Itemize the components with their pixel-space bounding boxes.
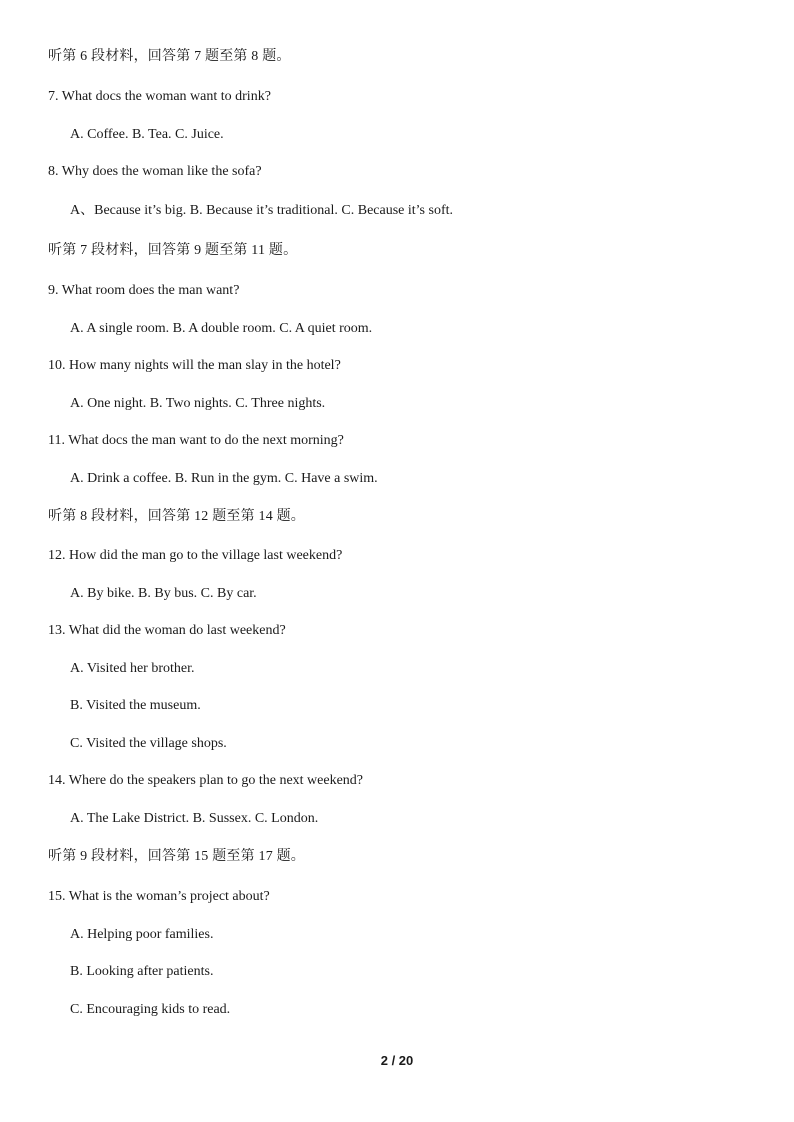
page-number: 2 / 20 (380, 1053, 414, 1068)
question-12-options: A. By bike. B. By bus. C. By car. (70, 586, 257, 601)
question-13: 13. What did the woman do last weekend? (48, 623, 286, 638)
question-15-option-c: C. Encouraging kids to read. (70, 1002, 231, 1017)
section-instruction-7: 听第 7 段材料，回答第 9 题至第 11 题。 (48, 243, 298, 258)
section-instruction-8: 听第 8 段材料，回答第 12 题至第 14 题。 (48, 509, 305, 524)
question-8: 8. Why does the woman like the sofa? (48, 164, 262, 179)
section-instruction-6: 听第 6 段材料，回答第 7 题至第 8 题。 (48, 49, 291, 64)
question-13-option-a: A. Visited her brother. (70, 661, 195, 676)
question-9-options: A. A single room. B. A double room. C. A quiet room. (70, 321, 373, 336)
question-11: 11. What docs the man want to do the next morning? (48, 433, 344, 448)
question-8-options: A、Because it’s big. B. Because it’s traditional. C. Because it’s soft. (70, 203, 453, 218)
question-10-options: A. One night. B. Two nights. C. Three nights. (70, 396, 326, 411)
question-7-options: A. Coffee. B. Tea. C. Juice. (70, 127, 224, 142)
section-instruction-9: 听第 9 段材料，回答第 15 题至第 17 题。 (48, 849, 305, 864)
question-12: 12. How did the man go to the village last weekend? (48, 548, 343, 563)
question-7: 7. What docs the woman want to drink? (48, 89, 271, 104)
question-15: 15. What is the woman’s project about? (48, 889, 270, 904)
question-13-option-b: B. Visited the museum. (70, 698, 201, 713)
question-13-option-c: C. Visited the village shops. (70, 736, 227, 751)
question-11-options: A. Drink a coffee. B. Run in the gym. C. Have a swim. (70, 471, 378, 486)
question-9: 9. What room does the man want? (48, 283, 240, 298)
question-14: 14. Where do the speakers plan to go the next weekend? (48, 773, 364, 788)
question-15-option-b: B. Looking after patients. (70, 964, 214, 979)
question-10: 10. How many nights will the man slay in the hotel? (48, 358, 341, 373)
question-14-options: A. The Lake District. B. Sussex. C. London. (70, 811, 319, 826)
question-15-option-a: A. Helping poor families. (70, 927, 214, 942)
